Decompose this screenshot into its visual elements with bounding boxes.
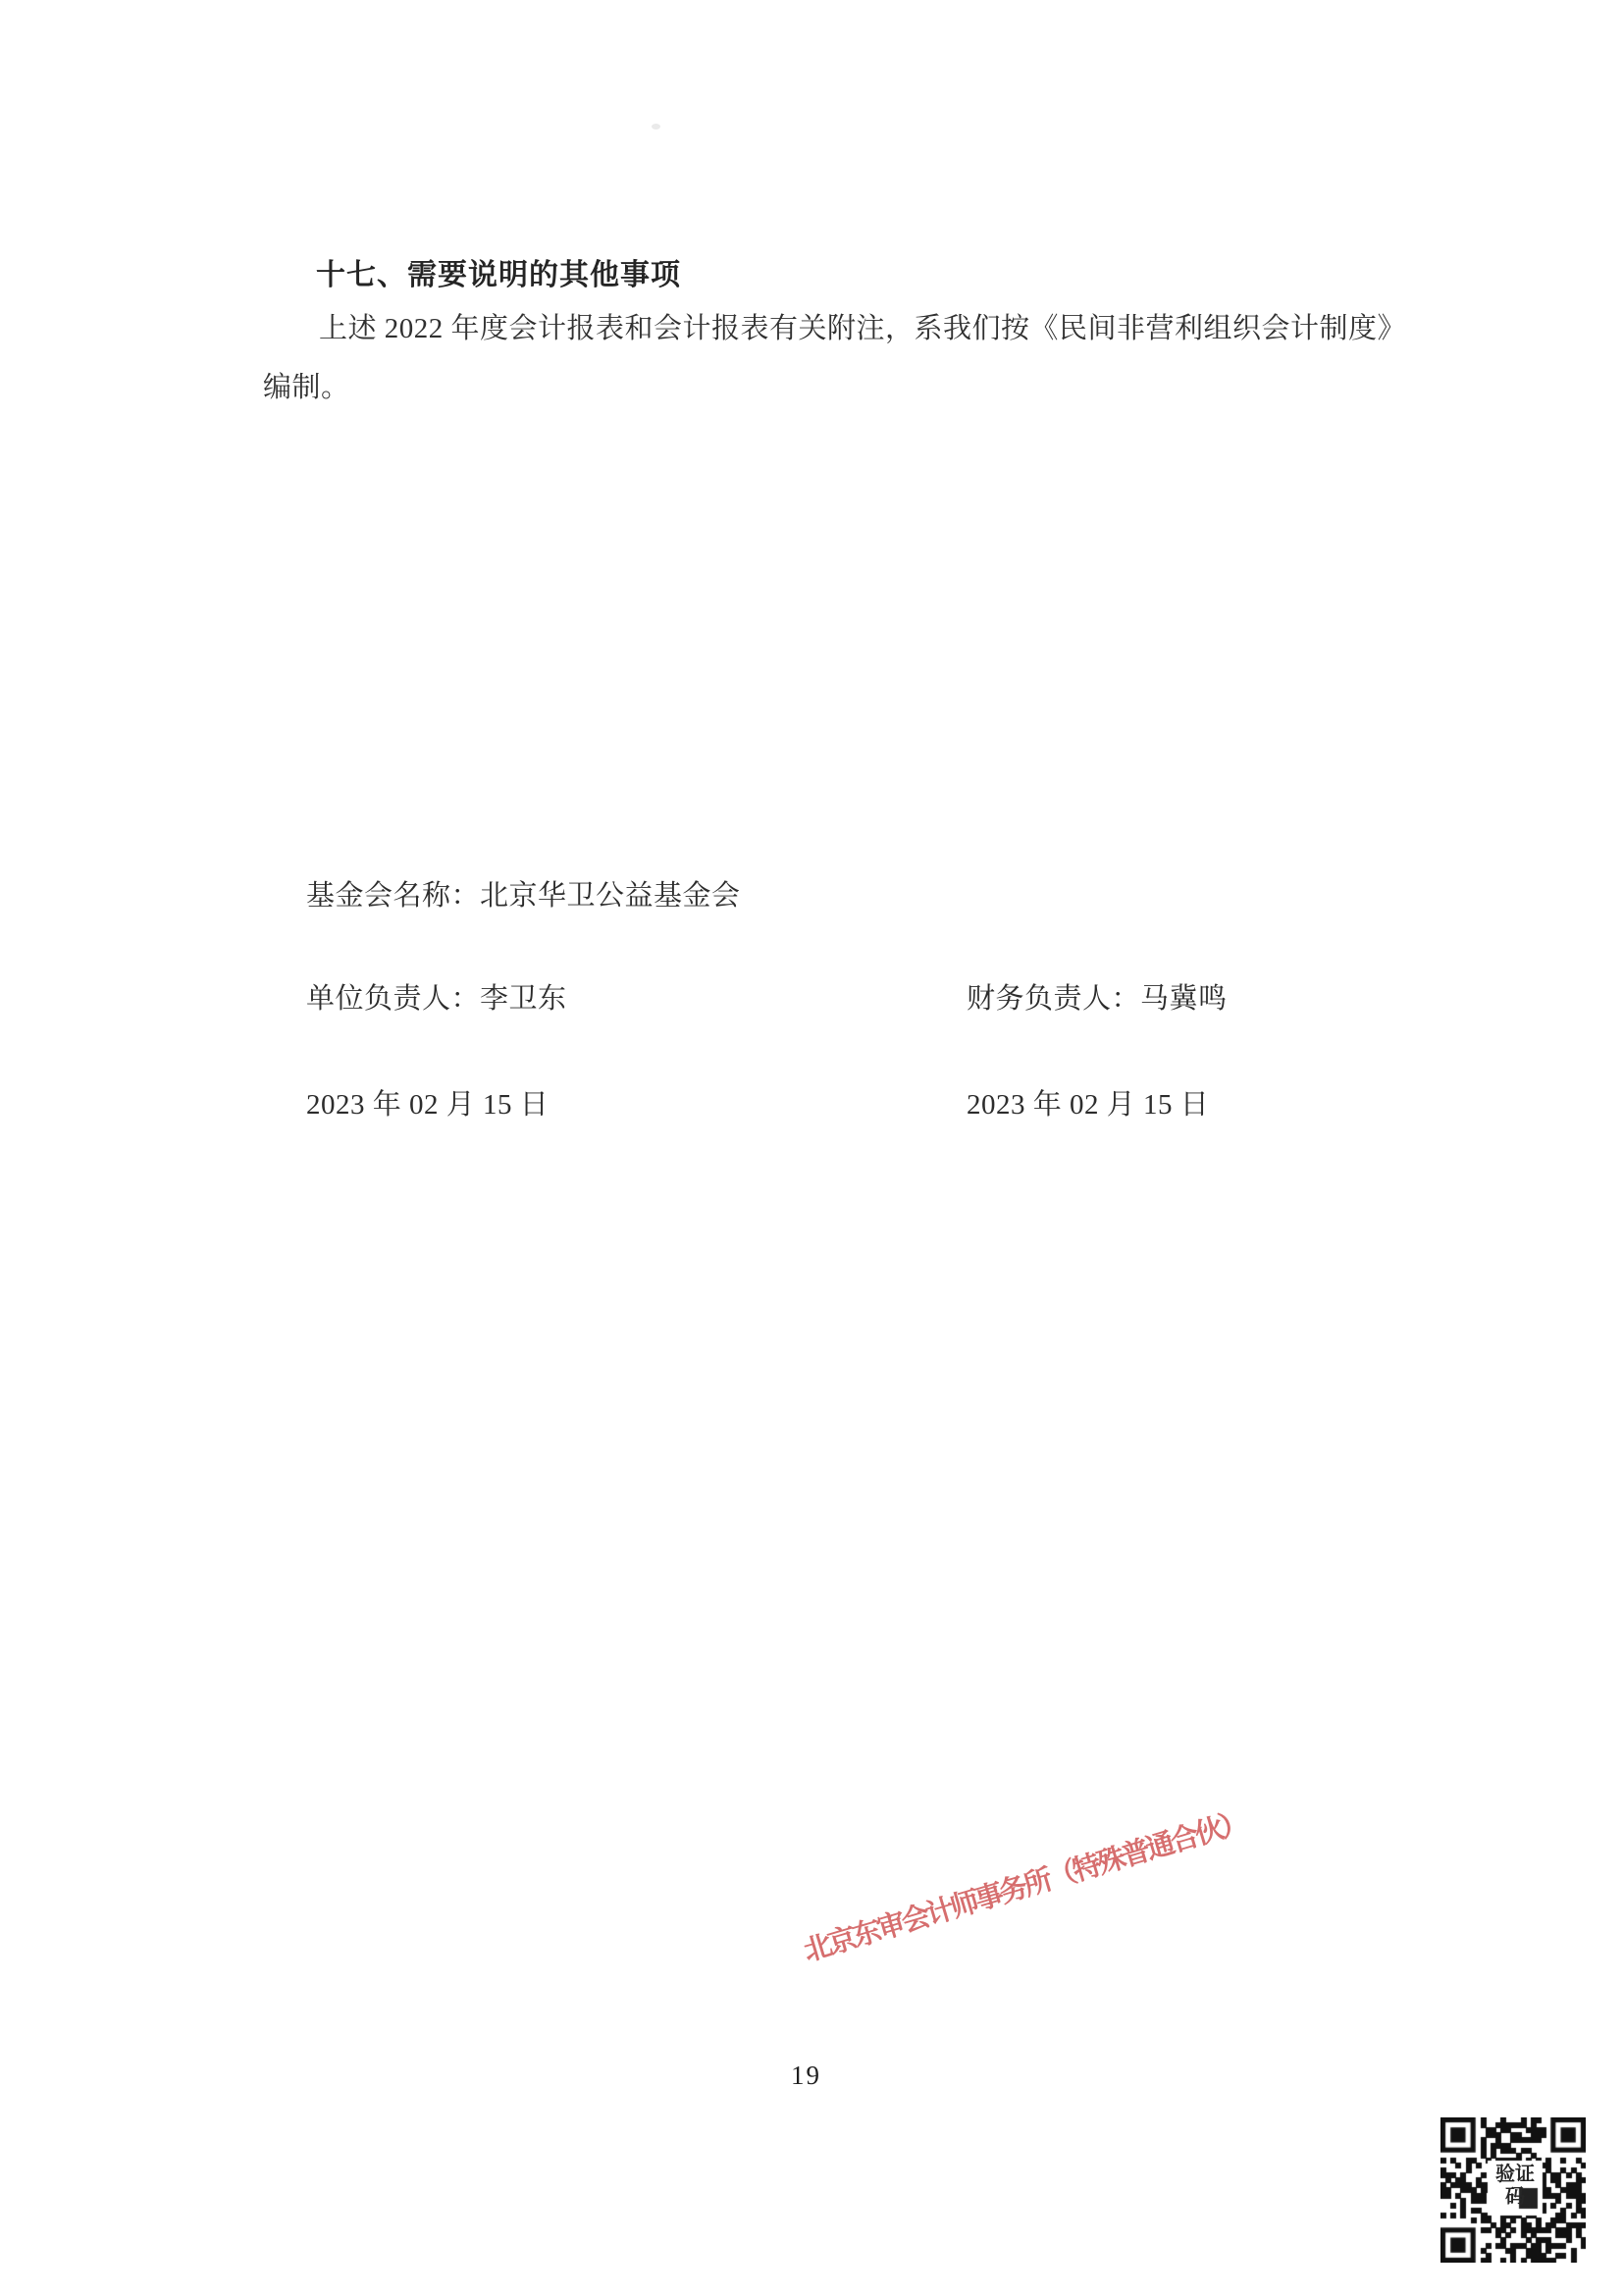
finance-head-line: 财务负责人：马冀鸣	[967, 983, 1228, 1015]
unit-head-date: 2023 年 02 月 15 日	[306, 1089, 550, 1121]
scan-artifact-dot	[652, 124, 660, 130]
page-number: 19	[791, 2061, 821, 2090]
paragraph-line-2: 编制。	[263, 372, 350, 403]
foundation-name-line: 基金会名称：北京华卫公益基金会	[306, 880, 741, 912]
qr-verification-label: 验证码	[1495, 2164, 1535, 2208]
section-heading: 十七、需要说明的其他事项	[316, 259, 681, 291]
paragraph-line-1: 上述 2022 年度会计报表和会计报表有关附注，系我们按《民间非营利组织会计制度》	[319, 313, 1407, 344]
auditor-red-stamp: 北京东审会计师事务所（特殊普通合伙）	[800, 1805, 1250, 1968]
unit-head-line: 单位负责人：李卫东	[306, 983, 567, 1015]
finance-head-date: 2023 年 02 月 15 日	[967, 1089, 1210, 1121]
verification-qr-code	[1440, 2117, 1586, 2263]
